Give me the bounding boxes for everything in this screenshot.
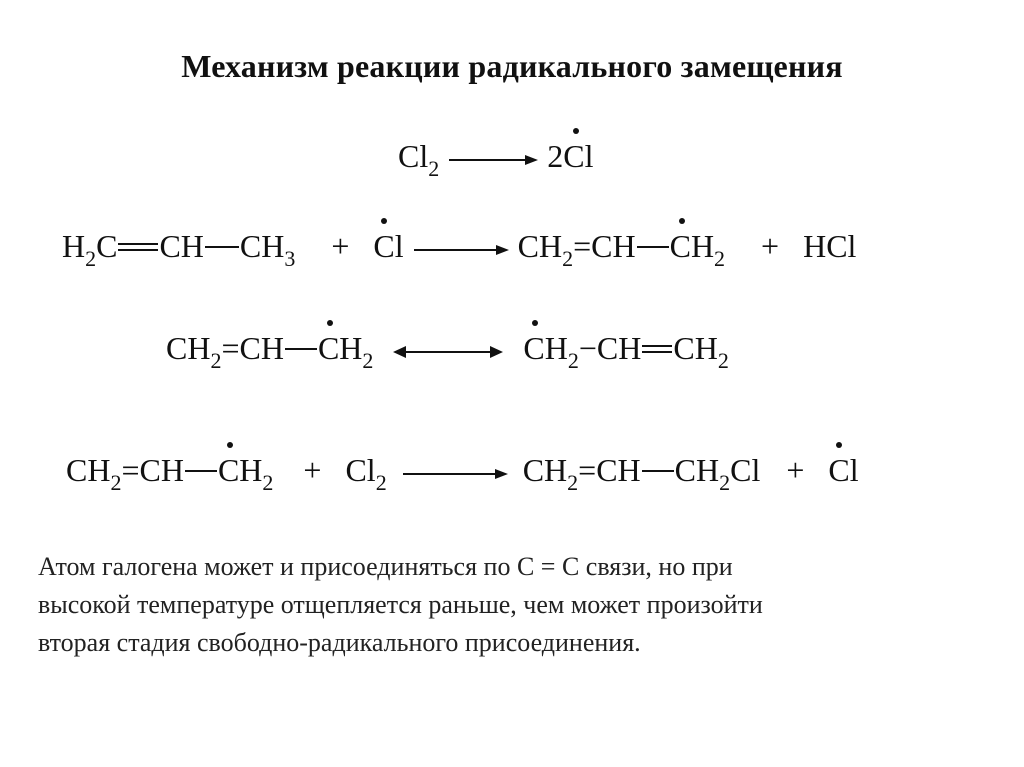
single-bond: [184, 468, 218, 474]
radical-dot: [227, 442, 233, 448]
note-line: вторая стадия свободно-радикального присоединения.: [38, 628, 641, 657]
plus-sign: +: [303, 452, 322, 488]
plus-sign: +: [786, 452, 805, 488]
reaction-propagation-2: $CH_2=CH$ $CH_2$ + $Cl_2$ $CH_2=CH$ $CH_2Cl + Cl$: [66, 452, 859, 489]
radical-dot: [327, 320, 333, 326]
reaction-propagation-1: $H_2C$ CH $CH_3 + Cl$ $CH_2=CH$ $CH_2$ + HCl: [62, 228, 856, 265]
chlorine-molecule: $Cl_2$: [345, 452, 387, 495]
note-line: высокой температуре отщепляется раньше, чем может произойти: [38, 590, 763, 619]
resonance-structures: $CH_2=CH$ $CH_2$ $CH_2$ −CH $CH_2$: [166, 330, 729, 367]
product-2cl-radical: 2Cl: [547, 138, 593, 175]
allyl-radical: $CH_2$: [66, 452, 122, 495]
single-bond: [636, 244, 670, 250]
plus-sign: +: [331, 228, 350, 264]
resonance-form-1: $CH_2$: [166, 330, 222, 373]
reactant-cl2: $Cl_2$: [398, 138, 440, 181]
reaction-arrow: [447, 153, 539, 167]
reaction-arrow: [412, 243, 510, 257]
chlorine-radical: Cl: [828, 452, 858, 489]
plus-sign: +: [761, 228, 780, 264]
double-bond: [117, 241, 159, 253]
radical-dot: [381, 218, 387, 224]
single-bond: [641, 468, 675, 474]
reaction-initiation: [398, 138, 594, 181]
hydrogen-chloride: HCl: [803, 228, 857, 264]
reaction-arrow: [401, 467, 509, 481]
chlorine-radical: Cl: [373, 228, 403, 265]
radical-dot: [532, 320, 538, 326]
resonance-arrow: [393, 344, 503, 360]
single-bond: [284, 346, 318, 352]
propene: $H_2C$: [62, 228, 118, 271]
slide-title: Механизм реакции радикального замещения: [181, 48, 843, 84]
radical-dot: [836, 442, 842, 448]
note-line: Атом галогена может и присоединяться по C = C связи, но при: [38, 552, 733, 581]
allyl-radical: $CH_2$: [517, 228, 574, 271]
single-bond: [204, 244, 240, 250]
radical-dot: [573, 128, 579, 134]
resonance-form-2: $CH_2$: [523, 330, 578, 367]
allyl-chloride: $CH_2$: [522, 452, 579, 495]
explanation-text: [38, 548, 998, 662]
radical-dot: [679, 218, 685, 224]
double-bond: [641, 343, 673, 355]
